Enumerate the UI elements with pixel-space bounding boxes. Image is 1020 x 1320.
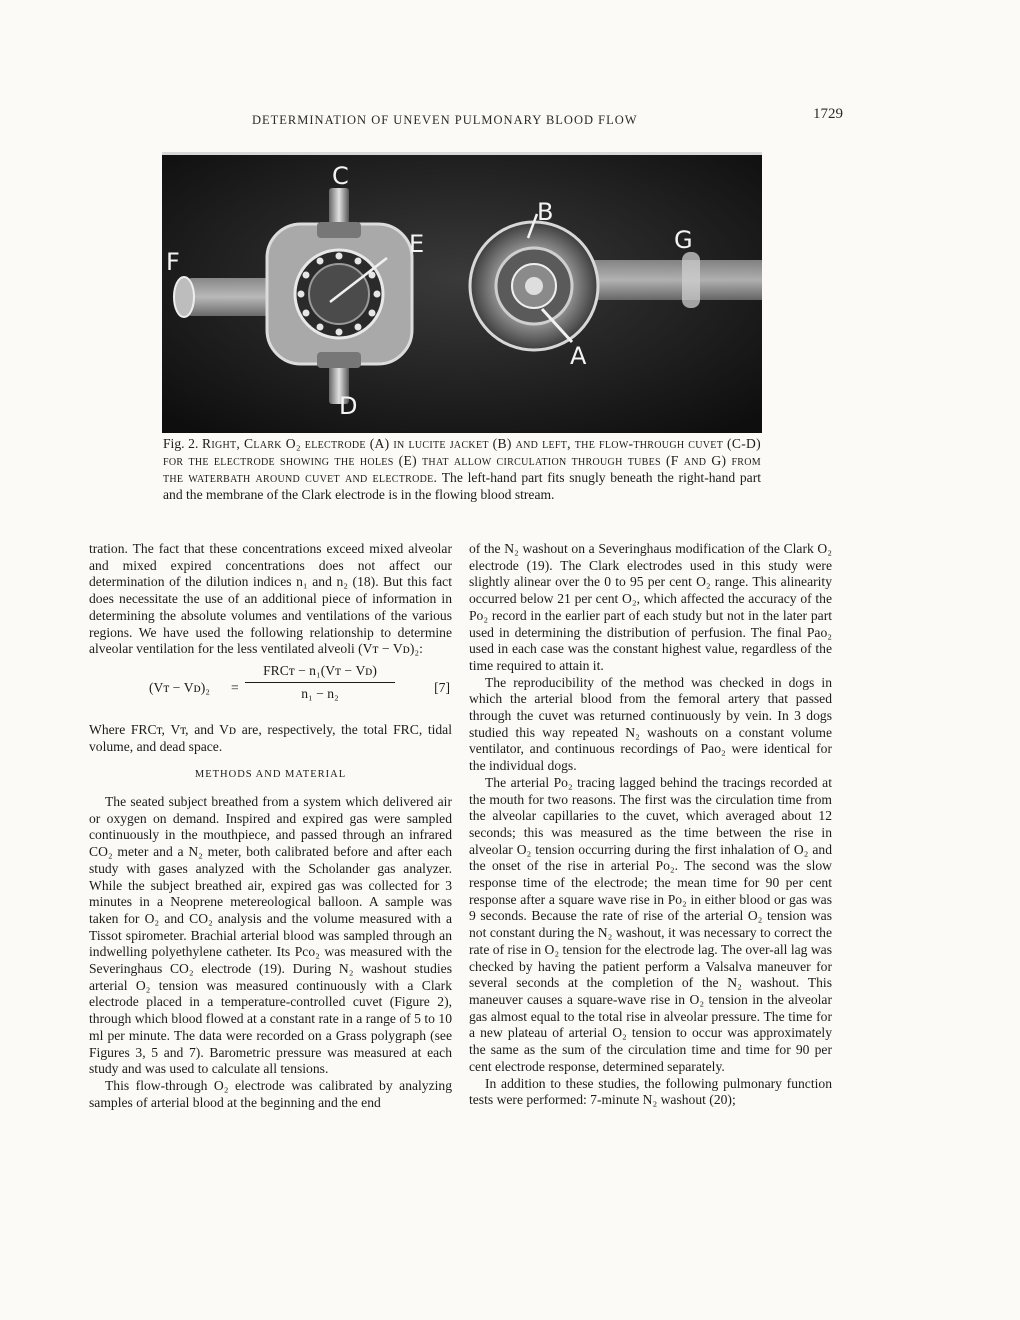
figure-photo <box>162 152 762 433</box>
right-paragraph-2: The reproducibility of the method was checked in dogs in which the arterial blood from the femoral artery that passed through the cuvet was returned continuously by vein. In 3 dogs studied this way repeated N₂ washouts on a constant volume ventilator, and continuous recordings of Paᴏ₂ were identical for the individual dogs. <box>469 674 832 774</box>
left-column <box>89 541 452 1111</box>
caption-label: Fig. 2. <box>163 436 199 451</box>
figure-caption <box>163 435 761 503</box>
equation-lhs: (Vт − Vᴅ)₂ <box>149 679 210 695</box>
equation-7 <box>89 663 452 713</box>
caption-smallcaps-text: Right, Clark O₂ electrode (A) in lucite jacket (B) and left, the flow-through cuvet (C-D) for the electrode showing the holes (E) that allow circulation through tubes (F and G) from the waterbath around cuvet and electrode. <box>163 436 761 485</box>
section-heading: METHODS AND MATERIAL <box>194 769 347 781</box>
left-paragraph-4: This flow-through O₂ electrode was calibrated by analyzing samples of arterial blood at the beginning and the end <box>89 1077 452 1110</box>
figure-label-a: A <box>570 342 587 370</box>
equation-numerator: FRCт − n₁(Vт − Vᴅ) <box>245 663 395 683</box>
electrode-photo-illustration <box>162 152 762 433</box>
caption-text: The left-hand part fits snugly beneath the right-hand part and the membrane of the Clark electrode is in the flowing blood stream. <box>163 470 762 502</box>
left-paragraph-1: tration. The fact that these concentrations exceed mixed alveolar and mixed expired concentrations does not affect our determination of the dilution indices n₁ and n₂ (18). But this fact does necessitate the use of an additional piece of information in determining the absolute volumes and ventilations of the various regions. We have used the following relationship to determine alveolar ventilation for the less ventilated alveoli (Vт − Vᴅ)₂: <box>89 541 452 657</box>
equation-equals: = <box>231 679 239 695</box>
equation-denominator: n₁ − n₂ <box>301 685 339 701</box>
figure-label-g: G <box>674 226 693 254</box>
figure-label-b: B <box>537 198 554 226</box>
left-paragraph-3: The seated subject breathed from a system which delivered air or oxygen on demand. Inspired and expired gas were sampled continuously in the mouthpiece, and passed through an infrared CO₂ meter and a N₂ meter, both calibrated before and after each study with gases analyzed with the Scholander gas analyzer. While the subject breathed air, expired gas was collected for 3 minutes in a Neoprene metereological balloon. A sample was taken for O₂ and CO₂ analysis and the volume measured with a Tissot spirometer. Brachial arterial blood was sampled through an indwelling polyethylene catheter. Its Pco₂ was measured with the Severinghaus CO₂ electrode (19). During N₂ washout studies arterial O₂ tension was measured continuously with a Clark electrode placed in a temperature-controlled cuvet (Figure 2), through which blood flowed at a constant rate in a range of 5 to 10 ml per minute. The data were recorded on a Grass polygraph (see Figures 3, 5 and 7). Barometric pressure was measured at each study and was used to calculate all tensions. <box>89 794 452 1077</box>
figure-label-c: C <box>332 162 349 190</box>
right-column <box>469 541 832 1109</box>
figure-label-f: F <box>166 248 180 276</box>
page-number: 1729 <box>813 106 843 122</box>
figure-label-d: D <box>339 392 358 420</box>
equation-fraction <box>245 663 395 702</box>
right-paragraph-3: The arterial Po₂ tracing lagged behind the tracings recorded at the mouth for two reasons. The first was the circulation time from the alveolar capillaries to the cuvet, which averaged about 12 seconds; this was measured as the time between the rise in alveolar O₂ tension occurring during the first inhalation of O₂ and the onset of the rise in arterial Po₂. The second was the slow response time of the electrode; the mean time for 90 per cent response after a square wave rise in Po₂ in either blood or gas was 9 seconds. Because the rate of rise of the arterial O₂ tension was not constant during the N₂ washout, it was necessary to correct the rate of rise in O₂ tension for the electrode lag. The over-all lag was checked by having the patient perform a Valsalva maneuver for several seconds at the completion of the N₂ washout. This maneuver causes a square-wave rise in O₂ tension in the alveolar gas almost equal to the total rise in alveolar pressure. The time for a new plateau of arterial O₂ tension to occur was approximately the same as the sum of the circulation time and time for 90 per cent electrode response, determined separately. <box>469 774 832 1074</box>
equation-number: [7] <box>434 679 450 695</box>
figure-label-e: E <box>409 230 425 258</box>
left-paragraph-2: Where FRCт, Vт, and Vᴅ are, respectively, the total FRC, tidal volume, and dead space. <box>89 721 452 754</box>
running-head: DETERMINATION OF UNEVEN PULMONARY BLOOD FLOW <box>252 113 638 127</box>
right-paragraph-1: of the N₂ washout on a Severinghaus modification of the Clark O₂ electrode (19). The Clark electrodes used in this study were slightly alinear over the 0 to 95 per cent O₂ range. This alinearity occurred below 21 per cent O₂, which affected the accuracy of the Po₂ record in the earlier part of each study but not in the later part used in determining the distribution of perfusion. The final Paᴏ₂ used in each case was the constant highest value, regardless of the time required to attain it. <box>469 541 832 673</box>
right-paragraph-4: In addition to these studies, the following pulmonary function tests were performed: 7-minute N₂ washout (20); <box>469 1075 832 1108</box>
